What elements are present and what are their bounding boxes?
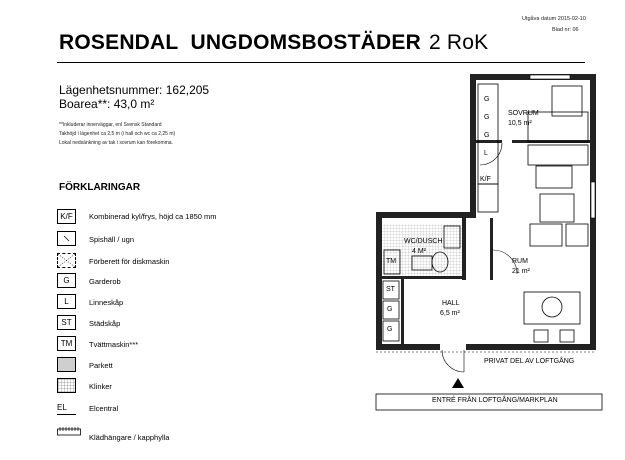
fixture-g: G (387, 326, 393, 333)
room-hall-name: HALL (442, 300, 460, 307)
legend-label-stove: Spishäll / ugn (89, 235, 135, 244)
legend-title: FÖRKLARINGAR (59, 182, 141, 193)
sheet-number: Blad nr: 06 (552, 27, 579, 33)
fixture-tm: TM (386, 258, 397, 265)
room-bedroom-area: 10,5 m² (508, 120, 532, 127)
fixture-g: G (484, 132, 490, 139)
legend-label-dishwasher: Förberett för diskmaskin (89, 257, 170, 266)
note-ceiling-height: Takhöjd i lägenhet ca 2,5 m (i hall och wc ca 2,25 m) (59, 131, 176, 137)
fixture-g: G (484, 96, 490, 103)
fixture-g: G (387, 306, 393, 313)
legend-label-wardrobe: Garderob (89, 277, 121, 286)
fixture-kf: K/F (480, 176, 491, 183)
legend-symbol-cleaning: ST (57, 315, 76, 330)
legend-symbol-washer: TM (57, 336, 76, 351)
room-bedroom-name: SOVRUM (508, 110, 539, 117)
note-area-definition: **Inkluderar innerväggar, enl Svensk Standard (59, 122, 162, 128)
legend-label-washer: Tvättmaskin*** (89, 340, 139, 349)
bedroom-furniture (528, 86, 588, 165)
room-bath-name: WC/DUSCH (404, 238, 443, 245)
apartment-number: Lägenhetsnummer: 162,205 (59, 83, 210, 97)
room-bath-area: 4 M² (412, 248, 426, 255)
legend-label-linen: Linneskåp (89, 298, 124, 307)
legend-label-tiles: Klinker (89, 382, 112, 391)
note-ceiling-lowering: Lokal nedsänkning av tak i sovrum kan förekomma. (59, 140, 173, 146)
title-building: UNGDOMSBOSTÄDER (190, 31, 421, 54)
room-living-area: 21 m² (512, 268, 530, 275)
room-living-name: RUM (512, 258, 528, 265)
living-furniture (524, 166, 588, 342)
legend-label-coat-rack: Klädhängare / kapphylla (89, 433, 170, 442)
living-area: Boarea**: 43,0 m² (59, 97, 155, 111)
legend-symbol-fridge: K/F (57, 209, 76, 224)
legend-label-electrical: Elcentral (89, 404, 119, 413)
legend-label-fridge: Kombinerad kyl/frys, höjd ca 1850 mm (89, 212, 217, 221)
room-hall-area: 6,5 m² (440, 310, 460, 317)
fixture-st: ST (386, 286, 395, 293)
entry-label: ENTRÉ FRÅN LOFTGÅNG/MARKPLAN (432, 397, 558, 404)
fixture-l: L (484, 150, 488, 157)
legend-symbol-electrical: EL (57, 400, 76, 415)
issue-date: Utgåva datum 2015-02-10 (522, 16, 586, 22)
kitchen-counter (478, 84, 498, 212)
entry-arrow-icon (452, 378, 464, 388)
title-apartment-type: 2 RoK (428, 31, 489, 54)
legend-label-parquet: Parkett (89, 361, 113, 370)
fixture-g: G (484, 114, 490, 121)
title-project: ROSENDAL (59, 31, 179, 54)
legend-symbol-linen: L (57, 294, 76, 309)
legend-symbol-wardrobe: G (57, 273, 76, 288)
private-loggia-label: PRIVAT DEL AV LOFTGÅNG (484, 358, 575, 365)
legend-label-cleaning: Städskåp (89, 319, 121, 328)
